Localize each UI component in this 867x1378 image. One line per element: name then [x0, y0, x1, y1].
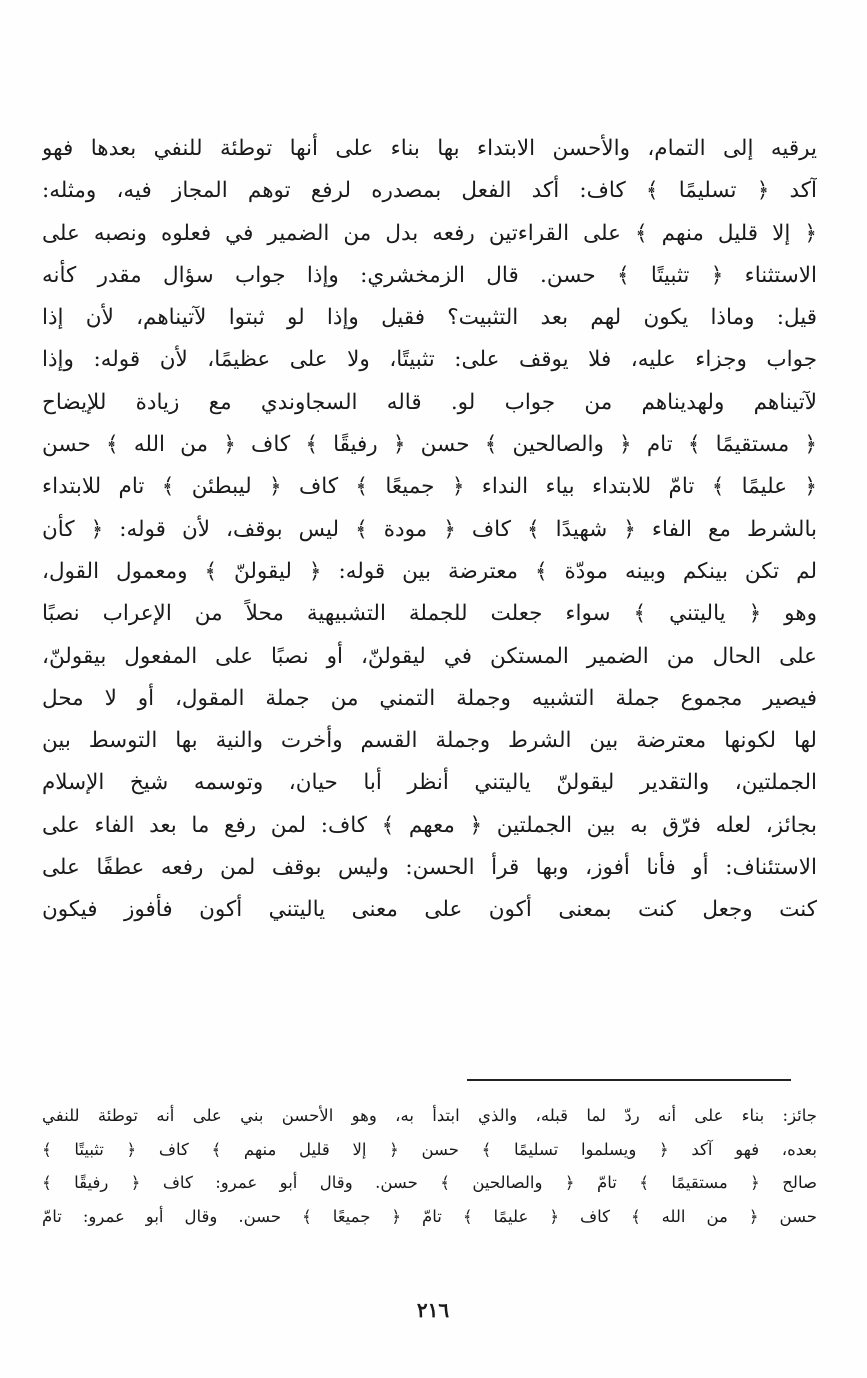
main-text-line: فيصير مجموع جملة التشبيه وجملة التمني من جملة المقول، أو لا محل [42, 685, 817, 711]
main-text-line: يرقيه إلى التمام، والأحسن الابتداء بها بناء على أنها توطئة للنفي بعدها فهو [42, 136, 817, 161]
footnotes-block [42, 1099, 817, 1233]
main-text-line: ﴿ عليمًا ﴾ تامّ للابتداء بياء النداء ﴿ جميعًا ﴾ كاف ﴿ ليبطئن ﴾ تام للابتداء [42, 474, 817, 500]
main-text-line: لها لكونها معترضة بين الشرط وجملة القسم وأخرت والنية بها التوسط بين [42, 728, 817, 754]
main-text-line: ﴿ مستقيمًا ﴾ تام ﴿ والصالحين ﴾ حسن ﴿ رفيقًا ﴾ كاف ﴿ من الله ﴾ حسن [42, 432, 817, 458]
main-text-line: لم تكن بينكم وبينه مودّة ﴾ معترضة بين قوله: ﴿ ليقولنّ ﴾ ومعمول القول، [42, 558, 817, 584]
page-number: ٢١٦ [416, 1298, 450, 1322]
main-text-line: بالشرط مع الفاء ﴿ شهيدًا ﴾ كاف ﴿ مودة ﴾ ليس بوقف، لأن قوله: ﴿ كأن [42, 516, 817, 542]
main-text-line: الاستئناف: أو فأنا أفوز، وبها قرأ الحسن: وليس بوقف لمن رفعه عطفًا على [42, 855, 817, 881]
footnote-line: صالح ﴿ مستقيمًا ﴾ تامّ ﴿ والصالحين ﴾ حسن. وقال أبو عمرو: كاف ﴿ رفيقًا ﴾ [42, 1173, 817, 1192]
main-text-line: الجملتين، والتقدير ليقولنّ ياليتني أنظر أبا حيان، وتوسمه شيخ الإسلام [42, 770, 817, 796]
main-text-line: الاستثناء ﴿ تثبيتًا ﴾ حسن. قال الزمخشري: وإذا جواب سؤال مقدر كأنه [42, 262, 817, 288]
main-text-line: على الحال من الضمير المستكن في ليقولنّ، أو نصبًا على المفعول بيقولنّ، [42, 643, 817, 669]
main-text-line: جواب وجزاء عليه، فلا يوقف على: تثبيتًا، ولا على عظيمًا، لأن قوله: وإذا [42, 347, 817, 373]
main-text-line: قيل: وماذا يكون لهم بعد التثبيت؟ فقيل وإذا لو ثبتوا لآتيناهم، لأن إذا [42, 305, 817, 331]
footnote-separator [467, 1079, 791, 1081]
main-text-line: بجائز، لعله فرّق به بين الجملتين ﴿ معهم ﴾ كاف: لمن رفع ما بعد الفاء على [42, 812, 817, 838]
footnote-line: حسن ﴿ من الله ﴾ كاف ﴿ عليمًا ﴾ تامّ ﴿ جميعًا ﴾ حسن. وقال أبو عمرو: تامّ [42, 1206, 817, 1226]
main-text-line: وهو ﴿ ياليتني ﴾ سواء جعلت للجملة التشبيهية محلاً من الإعراب نصبًا [42, 601, 817, 627]
footnote-line: جائز: بناء على أنه ردّ لما قبله، والذي ابتدأ به، وهو الأحسن بني على أنه توطئة للنفي [42, 1106, 817, 1125]
main-text-line: ﴿ إلا قليل منهم ﴾ على القراءتين رفعه بدل من الضمير في فعلوه ونصبه على [42, 220, 817, 246]
main-text-block [42, 128, 817, 932]
main-text-line: لآتيناهم ولهديناهم من جواب لو. قاله السجاوندي مع زيادة للإيضاح [42, 389, 817, 415]
main-text-line: كنت وجعل كنت بمعنى أكون على معنى ياليتني أكون فأفوز فيكون [42, 897, 817, 923]
footnote-line: بعده، فهو آكد ﴿ ويسلموا تسليمًا ﴾ حسن ﴿ إلا قليل منهم ﴾ كاف ﴿ تثبيتًا ﴾ [42, 1139, 817, 1159]
main-text-line: آكد ﴿ تسليمًا ﴾ كاف: أكد الفعل بمصدره لرفع توهم المجاز فيه، ومثله: [42, 178, 817, 204]
